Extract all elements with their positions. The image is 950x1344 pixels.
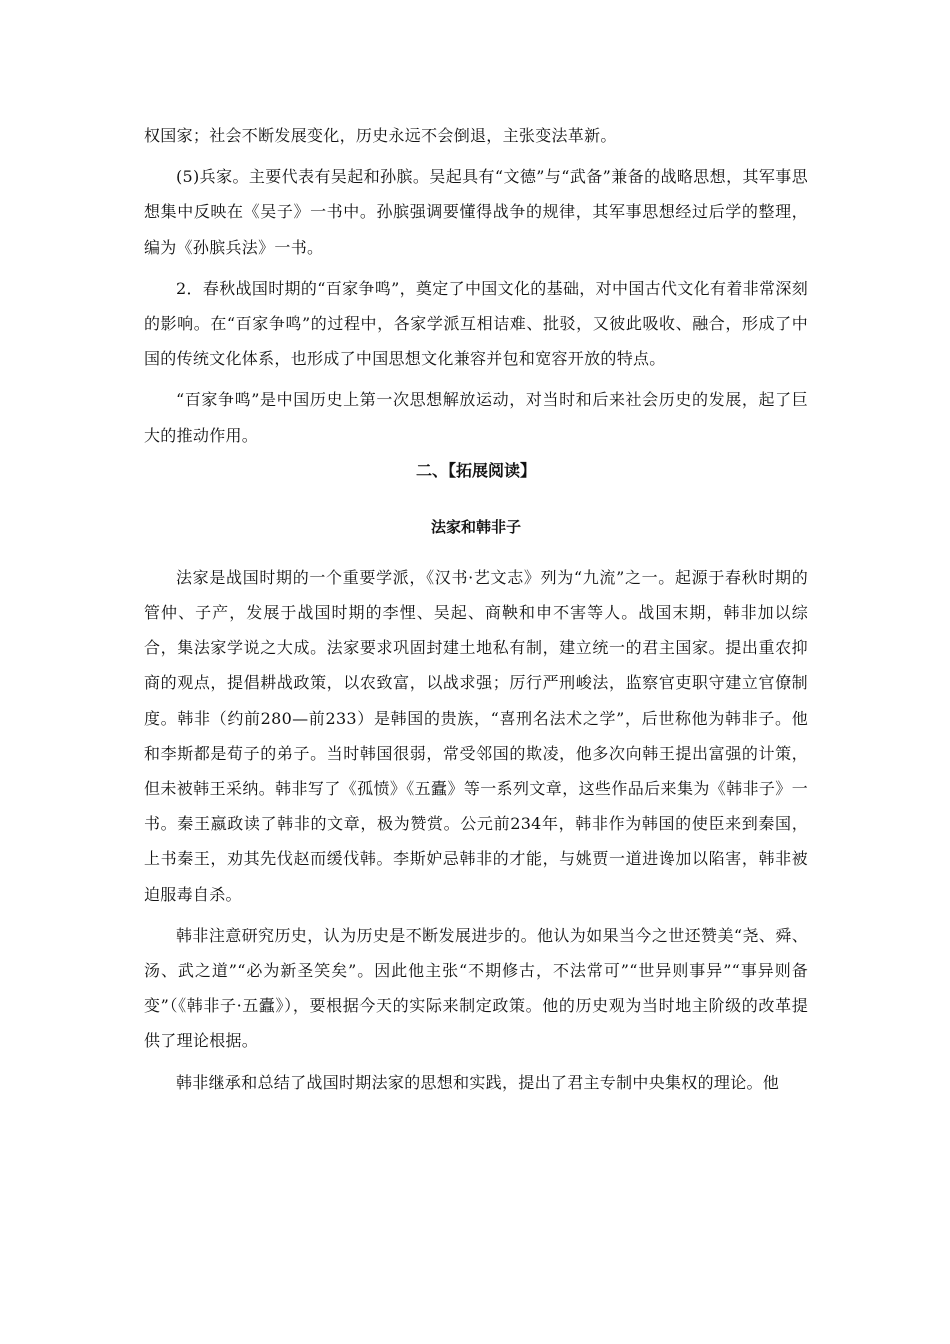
section-subheading: 法家和韩非子 xyxy=(430,517,521,536)
document-page xyxy=(144,118,808,1100)
paragraph-hundred-schools-significance: “百家争鸣”是中国历史上第一次思想解放运动，对当时和后来社会历史的发展，起了巨大的推动作用。 xyxy=(144,390,808,445)
paragraph-military-school: (5)兵家。主要代表有吴起和孙膑。吴起具有“文德”与“武备”兼备的战略思想，其军事思想集中反映在《吴子》一书中。孙膑强调要懂得战争的规律，其军事思想经过后学的整理，编为《孙膑兵法》一书。 xyxy=(144,167,808,257)
paragraph-hundred-schools-influence: 2．春秋战国时期的“百家争鸣”，奠定了中国文化的基础，对中国古代文化有着非常深刻的影响。在“百家争鸣”的过程中，各家学派互相诘难、批驳，又彼此吸收、融合，形成了中国的传统文化体系，也形成了中国思想文化兼容并包和宽容开放的特点。 xyxy=(144,278,808,369)
paragraph-legalism-hanfei: 法家是战国时期的一个重要学派，《汉书·艺文志》列为“九流”之一。起源于春秋时期的管仲、子产，发展于战国时期的李悝、吴起、商鞅和申不害等人。战国末期，韩非加以综合，集法家学说之大成。法家要求巩固封建土地私有制，建立统一的君主国家。提出重农抑商的观点，提倡耕战政策，以农致富，以战求强；厉行严刑峻法，监察官吏职守建立官僚制度。韩非（约前280—前233）是韩国的贵族，“喜刑名法术之学”，后世称他为韩非子。他和李斯都是荀子的弟子。当时韩国很弱，常受邻国的欺凌，他多次向韩王提出富强的计策，但未被韩王采纳。韩非写了《孤愤》《五蠹》等一系列文章，这些作品后来集为《韩非子》一书。秦王嬴政读了韩非的文章，极为赞赏。公元前234年，韩非作为韩国的使臣来到秦国，上书秦王，劝其先伐赵而缓伐韩。李斯妒忌韩非的才能，与姚贾一道进谗加以陷害，韩非被迫服毒自杀。 xyxy=(144,567,808,904)
paragraph-legalist-continuation: 权国家；社会不断发展变化，历史永远不会倒退，主张变法革新。 xyxy=(144,126,617,145)
paragraph-hanfei-history-view: 韩非注意研究历史，认为历史是不断发展进步的。他认为如果当今之世还赞美“尧、舜、汤、武之道”“必为新圣笑矣”。因此他主张“不期修古，不法常可”“世异则事异”“事异则备变”（《韩非子·五蠹》），要根据今天的实际来制定政策。他的历史观为当时地主阶级的改革提供了理论根据。 xyxy=(144,925,808,1051)
paragraph-hanfei-centralization: 韩非继承和总结了战国时期法家的思想和实践，提出了君主专制中央集权的理论。他 xyxy=(176,1072,780,1092)
section-heading: 二、【拓展阅读】 xyxy=(415,460,536,480)
